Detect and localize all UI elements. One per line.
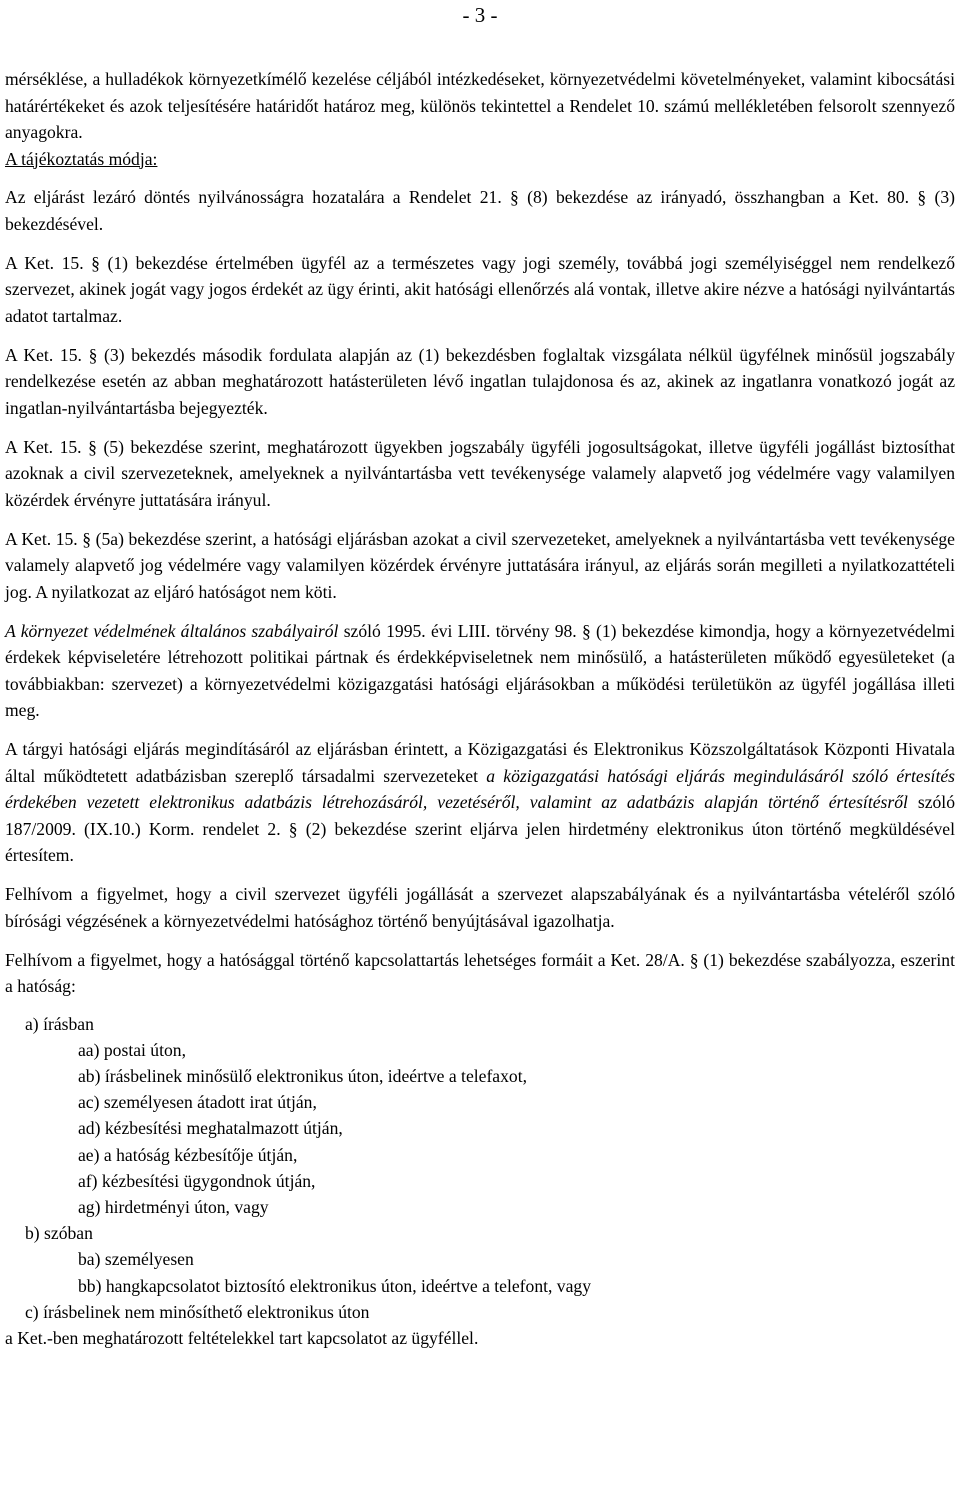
paragraph-ket-15-1: A Ket. 15. § (1) bekezdése értelmében ügyfél az a természetes vagy jogi személy, továbbá jogi személyiséggel nem rendelkező szervezet, akinek jogát vagy jogos érdekét az ügy érinti, akit hatósági ellenőrzés alá vontak, illetve akire nézve a hatósági nyilvántartás adatot tartalmaz. <box>5 252 955 326</box>
list-item: b) szóban <box>25 1223 93 1244</box>
list-item: a) írásban <box>25 1013 94 1034</box>
list-item: ag) hirdetményi úton, vagy <box>78 1196 269 1217</box>
document-body <box>5 66 955 1351</box>
paragraph-civil-org-status: Felhívom a figyelmet, hogy a civil szervezet ügyféli jogállását a szervezet alapszabályának és a nyilvántartásba vételéről szóló bírósági végzésének a környezetvédelmi hatósághoz történő benyújtásával igazolhatja. <box>5 884 955 931</box>
act-title-italic: A környezet védelmének általános szabályairól <box>5 620 339 641</box>
list-item: ba) személyesen <box>78 1249 194 1270</box>
paragraph-notification-start: A tárgyi hatósági eljárás megindításáról az eljárásban érintett, a Közigazgatási és Elektronikus Közszolgáltatások Központi Hivatala által működtetett adatbázisban szereplő társadalmi szervezeteket <box>5 739 955 786</box>
paragraph-contact-forms: Felhívom a figyelmet, hogy a hatósággal történő kapcsolattartás lehetséges formáit a Ket. 28/A. § (1) bekezdése szabályozza, eszerint a hatóság: <box>5 949 955 996</box>
paragraph-ket-15-5a: A Ket. 15. § (5a) bekezdése szerint, a hatósági eljárásban azokat a civil szervezeteket, amelyeknek a nyilvántartásba vett tevékenysége valamely alapvető jog védelmére vagy valamilyen közérdek érvényre juttatására irányul, az eljárás során megilleti a nyilatkozattételi jog. A nyilatkozat az eljáró hatóságot nem köti. <box>5 528 955 602</box>
list-item: bb) hangkapcsolatot biztosító elektronikus úton, ideértve a telefont, vagy <box>78 1275 592 1296</box>
list-item: ae) a hatóság kézbesítője útján, <box>78 1144 298 1165</box>
section-heading-information-method: A tájékoztatás módja: <box>5 148 158 169</box>
paragraph-emission-limits: mérséklése, a hulladékok környezetkímélő kezelése céljából intézkedéseket, környezetvédelmi követelményeket, valamint kibocsátási határértékeket és azok teljesítésére határidőt határoz meg, különös tekintettel a Rendelet 10. számú mellékletében felsorolt szennyező anyagokra. <box>5 69 955 142</box>
list-item: c) írásbelinek nem minősíthető elektronikus úton <box>25 1301 370 1322</box>
paragraph-ket-15-5: A Ket. 15. § (5) bekezdése szerint, meghatározott ügyekben jogszabály ügyféli jogosultságokat, illetve ügyféli jogállást biztosíthat azoknak a civil szervezeteknek, amelyeknek a nyilvántartásba vett tevékenysége valamely alapvető jog védelmére vagy valamilyen közérdek érvényre juttatására irányul. <box>5 436 955 510</box>
contact-methods-list <box>5 1011 955 1352</box>
list-item: ad) kézbesítési meghatalmazott útján, <box>78 1118 343 1139</box>
list-item: af) kézbesítési ügygondnok útján, <box>78 1170 316 1191</box>
decree-title-italic: a közigazgatási hatósági eljárás megindulásáról szóló értesítés érdekében vezetett elektronikus adatbázis létrehozásáról, vezetéséről, valamint az adatbázis alapján történő értesítésről <box>5 765 955 812</box>
paragraph-ket-15-3: A Ket. 15. § (3) bekezdés második fordulata alapján az (1) bekezdésben foglaltak vizsgálata nélkül ügyfélnek minősül jogszabály rendelkezése esetén az abban meghatározott hatásterületen lévő ingatlan tulajdonosa és az, akinek az ingatlanra vonatkozó jogát az ingatlan-nyilvántartásba bejegyezték. <box>5 344 955 418</box>
paragraph-environment-act-text: szóló 1995. évi LIII. törvény 98. § (1) bekezdése kimondja, hogy a környezetvédelmi érdekek képviseletére létrehozott politikai pártnak és érdekképviseletnek nem minősülő, a hatásterületen működő egyesületeket (a továbbiakban: szervezet) a környezetvédelmi közigazgatási hatósági eljárásokban a működési területükön az ügyfél jogállása illeti meg. <box>5 620 956 720</box>
paragraph-notification-end: szóló 187/2009. (IX.10.) Korm. rendelet 2. § (2) bekezdése szerint eljárva jelen hirdetmény elektronikus úton történő megküldésével értesítem. <box>5 792 955 865</box>
paragraph-notification <box>5 736 955 869</box>
list-item: ac) személyesen átadott irat útján, <box>78 1092 317 1113</box>
paragraph-environment-act <box>5 618 955 724</box>
list-item: aa) postai úton, <box>78 1039 186 1060</box>
paragraph-publicity: Az eljárást lezáró döntés nyilvánosságra hozatalára a Rendelet 21. § (8) bekezdése az irányadó, összhangban a Ket. 80. § (3) bekezdésével. <box>5 187 955 234</box>
list-closing-line: a Ket.-ben meghatározott feltételekkel tart kapcsolatot az ügyféllel. <box>5 1327 479 1348</box>
list-item: ab) írásbelinek minősülő elektronikus úton, ideértve a telefaxot, <box>78 1065 527 1086</box>
page-number: - 3 - <box>462 3 498 27</box>
